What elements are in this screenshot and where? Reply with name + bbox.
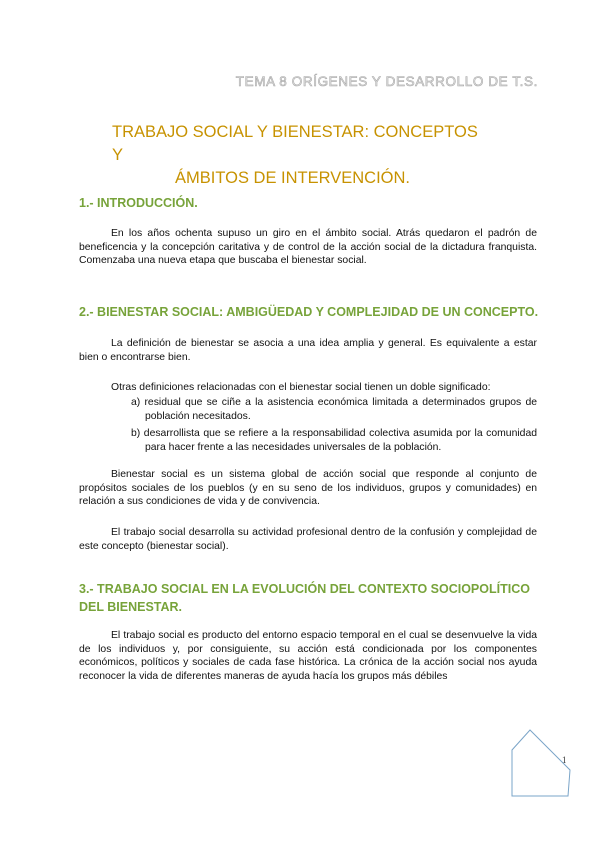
document-title bbox=[112, 121, 492, 190]
section-3-heading: 3.- TRABAJO SOCIAL EN LA EVOLUCIÓN DEL CONTEXTO SOCIOPOLÍTICO DEL BIENESTAR. bbox=[79, 582, 530, 614]
section-2-paragraph-4: El trabajo social desarrolla su actividad profesional dentro de la confusión y complejidad de este concepto (bienestar social). bbox=[79, 527, 537, 552]
section-2-heading: 2.- BIENESTAR SOCIAL: AMBIGÜEDAD Y COMPLEJIDAD DE UN CONCEPTO. bbox=[79, 305, 539, 319]
section-2-paragraph-1: La definición de bienestar se asocia a una idea amplia y general. Es equivalente a estar bien o encontrarse bien. bbox=[79, 338, 537, 363]
section-1-heading: 1.- INTRODUCCIÓN. bbox=[79, 196, 198, 210]
section-3-paragraph: El trabajo social es producto del entorno espacio temporal en el cual se desenvuelve la vida de los individuos y, por consiguiente, su acción está condicionada por los componentes económicos, políticos y sociales de cada fase histórica. La crónica de la acción social nos ayuda reconocer la vida de diferentes maneras de ayuda hacía los grupos más débiles bbox=[79, 630, 537, 682]
page-number: 1 bbox=[562, 755, 567, 765]
list-item: b) desarrollista que se refiere a la responsabilidad colectiva asumida por la comunidad para hacer frente a las necesidades universales de la población. bbox=[131, 428, 537, 453]
section-1-paragraph: En los años ochenta supuso un giro en el ámbito social. Atrás quedaron el padrón de beneficencia y la concepción caritativa y de control de la acción social de la dictadura franquista. Comenzaba una nueva etapa que buscaba el bienestar social. bbox=[79, 228, 537, 267]
list-item: a) residual que se ciñe a la asistencia económica limitada a determinados grupos de población necesitados. bbox=[131, 397, 537, 422]
page-number-badge-icon bbox=[508, 728, 578, 798]
title-line-2: ÁMBITOS DE INTERVENCIÓN. bbox=[175, 169, 411, 187]
section-2-paragraph-2: Otras definiciones relacionadas con el bienestar social tienen un doble significado: bbox=[111, 382, 491, 393]
definitions-list bbox=[131, 396, 537, 458]
section-2-paragraph-3: Bienestar social es un sistema global de acción social que responde al conjunto de propósitos sociales de los pueblos (y en su seno de los individuos, grupos y comunidades) en relación a sus condiciones de vida y de convivencia. bbox=[79, 469, 537, 508]
running-header: TEMA 8 ORÍGENES Y DESARROLLO DE T.S. bbox=[235, 74, 538, 89]
title-line-1: TRABAJO SOCIAL Y BIENESTAR: CONCEPTOS Y bbox=[112, 123, 478, 164]
